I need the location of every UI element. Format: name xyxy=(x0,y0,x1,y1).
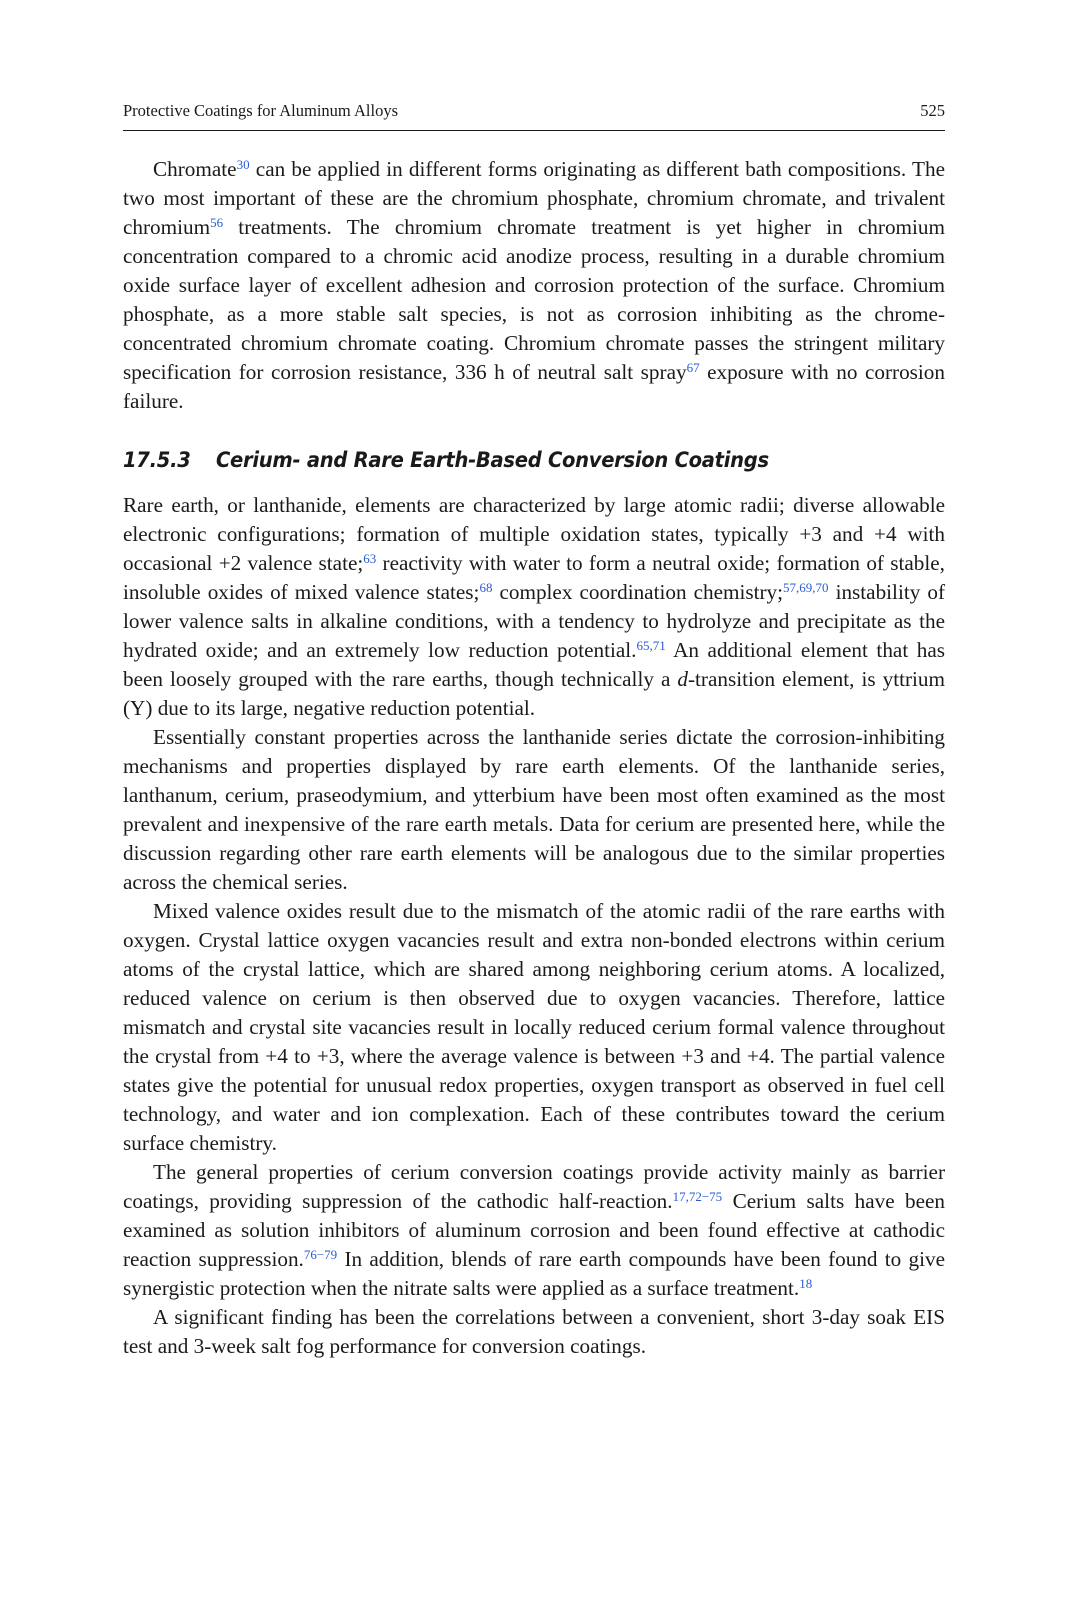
document-page xyxy=(123,0,945,1600)
paragraph-eis-test: A significant finding has been the correlations between a convenient, short 3-day soak EIS test and 3-week salt fog performance for conversion coatings. xyxy=(123,1305,945,1358)
paragraph-mixed-valence: Mixed valence oxides result due to the mismatch of the atomic radii of the rare earths with oxygen. Crystal lattice oxygen vacancies result and extra non-bonded electrons within cerium atoms of the crystal lattice, which are shared among neighboring cerium atoms. A localized, reduced valence on cerium is then observed due to oxygen vacancies. Therefore, lattice mismatch and crystal site vacancies result in locally reduced cerium formal valence throughout the crystal from +4 to +3, where the average valence is between +3 and +4. The partial valence states give the potential for unusual redox properties, oxygen transport as observed in fuel cell technology, and water and ion complexation. Each of these contributes toward the cerium surface chemistry. xyxy=(123,899,945,1155)
text-run: Chromate xyxy=(153,157,237,181)
paragraph-cerium-coatings xyxy=(123,1158,945,1303)
text-run: An additional element that has been loosely grouped with the rare earths, though technically a xyxy=(123,638,946,691)
header-rule xyxy=(123,130,945,131)
text-run: In addition, blends of rare earth compounds have been found to give synergistic protection when the nitrate salts were applied as a surface treatment. xyxy=(123,1247,946,1300)
text-run: Rare earth, or lanthanide, elements are characterized by large atomic radii; diverse allowable electronic configurations; formation of multiple oxidation states, typically +3 and +4 with occasional +2 valence state; xyxy=(123,493,945,575)
text-run: complex coordination chemistry; xyxy=(492,580,784,604)
paragraph-lanthanide-series: Essentially constant properties across the lanthanide series dictate the corrosion-inhibiting mechanisms and properties displayed by rare earth elements. Of the lanthanide series, lanthanum, cerium, praseodymium, and ytterbium have been most often examined as the most prevalent and inexpensive of the rare earth metals. Data for cerium are presented here, while the discussion regarding other rare earth elements will be analogous due to the similar properties across the chemical series. xyxy=(123,725,945,894)
citation-link[interactable]: 68 xyxy=(479,580,493,595)
text-run: reactivity with water to form a neutral oxide; formation of stable, insoluble oxides of mixed valence states; xyxy=(123,551,945,604)
citation-link[interactable]: 30 xyxy=(236,157,250,172)
italic-run: d xyxy=(677,667,688,691)
citation-link[interactable]: 56 xyxy=(210,215,224,230)
text-run: exposure with no corrosion failure. xyxy=(123,360,945,413)
citation-link[interactable]: 65,71 xyxy=(636,638,666,653)
text-run: The general properties of cerium conversion coatings provide activity mainly as barrier coatings, providing suppression of the cathodic half-reaction. xyxy=(123,1160,945,1213)
paragraph-chromate xyxy=(123,155,945,416)
text-run: can be applied in different forms originating as different bath compositions. The two most important of these are the chromium phosphate, chromium chromate, and trivalent chromium xyxy=(123,157,945,239)
citation-link[interactable]: 67 xyxy=(686,360,700,375)
section-title: Cerium- and Rare Earth-Based Conversion Coatings xyxy=(216,448,769,472)
text-run: treatments. The chromium chromate treatment is yet higher in chromium concentration compared to a chromic acid anodize process, resulting in a durable chromium oxide surface layer of excellent adhesion and corrosion protection of the surface. Chromium phosphate, as a more stable salt species, is not as corrosion inhibiting as the chrome-concentrated chromium chromate coating. Chromium chromate passes the stringent military specification for corrosion resistance, 336 h of neutral salt spray xyxy=(123,215,945,384)
paragraph-rare-earth xyxy=(123,491,945,723)
section-number: 17.5.3 xyxy=(123,448,191,472)
text-run: instability of lower valence salts in alkaline conditions, with a tendency to hydrolyze and precipitate as the hydrated oxide; and an extremely low reduction potential. xyxy=(123,580,945,662)
running-title: Protective Coatings for Aluminum Alloys xyxy=(123,101,398,120)
citation-link[interactable]: 57,69,70 xyxy=(783,580,829,595)
page-number: 525 xyxy=(920,101,945,120)
citation-link[interactable]: 17,72−75 xyxy=(672,1189,723,1204)
body-text xyxy=(123,155,945,1361)
text-run: Cerium salts have been examined as solution inhibitors of aluminum corrosion and been found effective at cathodic reaction suppression. xyxy=(123,1189,945,1271)
running-header xyxy=(123,99,945,123)
citation-link[interactable]: 18 xyxy=(799,1276,813,1291)
citation-link[interactable]: 63 xyxy=(363,551,377,566)
section-heading xyxy=(123,441,887,479)
text-run: -transition element, is yttrium (Y) due to its large, negative reduction potential. xyxy=(123,667,945,720)
citation-link[interactable]: 76−79 xyxy=(303,1247,338,1262)
